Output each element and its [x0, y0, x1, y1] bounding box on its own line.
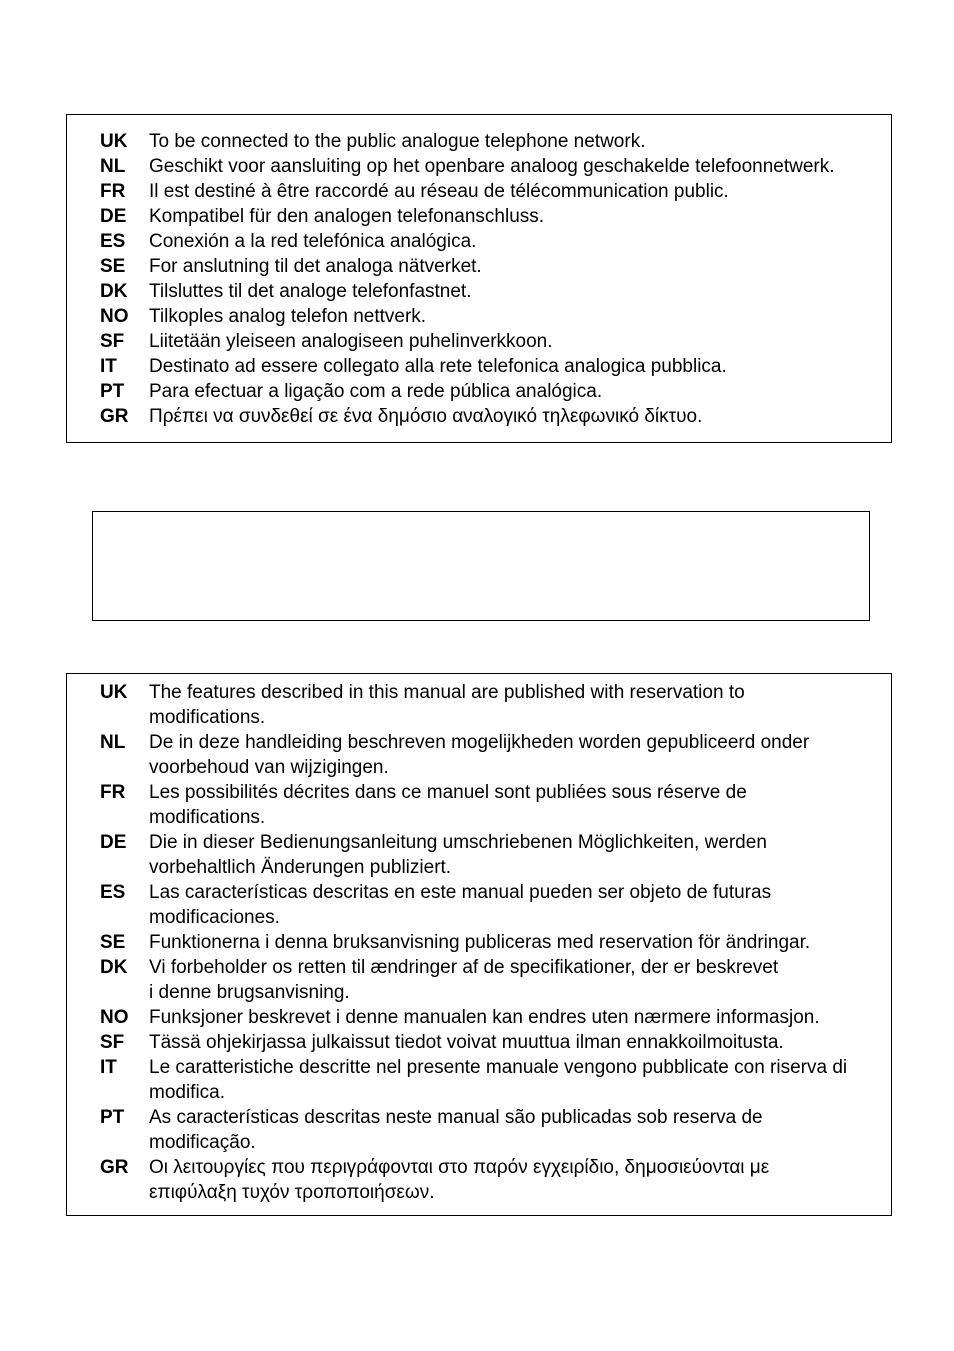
language-code: UK — [100, 682, 128, 703]
notice-text: Οι λειτουργίες που περιγράφονται στο παρόν εγχειρίδιο, δημοσιεύονται με επιφύλαξη τυχόν τροποποιήσεων. — [149, 1157, 770, 1203]
notice-text: Tilsluttes til det analoge telefonfastnet. — [149, 281, 472, 302]
features-notice-box — [66, 673, 892, 1216]
language-code: PT — [100, 1107, 125, 1128]
features-notice-row-no — [67, 1005, 891, 1030]
features-notice-row-es — [67, 880, 891, 930]
network-notice-row-fr — [67, 179, 891, 204]
notice-text: Liitetään yleiseen analogiseen puhelinverkkoon. — [149, 331, 553, 352]
language-code: IT — [100, 356, 117, 377]
network-notice-row-se — [67, 254, 891, 279]
features-notice-row-it — [67, 1055, 891, 1105]
language-code: NO — [100, 1007, 129, 1028]
notice-text: Il est destiné à être raccordé au réseau de télécommunication public. — [149, 181, 729, 202]
network-notice-row-it — [67, 354, 891, 379]
features-notice-row-se — [67, 930, 891, 955]
language-code: ES — [100, 231, 126, 252]
notice-text: Tilkoples analog telefon nettverk. — [149, 306, 427, 327]
language-code: ES — [100, 882, 126, 903]
language-code: FR — [100, 782, 126, 803]
network-notice-row-es — [67, 229, 891, 254]
notice-text: Les possibilités décrites dans ce manuel sont publiées sous réserve de modifications. — [149, 782, 747, 828]
notice-text: Die in dieser Bedienungsanleitung umschriebenen Möglichkeiten, werden vorbehaltlich Änderungen publiziert. — [149, 832, 767, 878]
features-notice-row-nl — [67, 730, 891, 780]
language-code: GR — [100, 406, 129, 427]
language-code: PT — [100, 381, 125, 402]
language-code: DK — [100, 281, 128, 302]
notice-text: To be connected to the public analogue telephone network. — [149, 131, 646, 152]
features-notice-row-pt — [67, 1105, 891, 1155]
notice-text: For anslutning til det analoga nätverket. — [149, 256, 482, 277]
language-code: SF — [100, 331, 125, 352]
notice-text: Geschikt voor aansluiting op het openbare analoog geschakelde telefoonnetwerk. — [149, 156, 835, 177]
language-code: SE — [100, 932, 126, 953]
network-notice-row-gr — [67, 404, 891, 429]
language-code: NO — [100, 306, 129, 327]
empty-frame — [92, 511, 870, 621]
notice-text: Conexión a la red telefónica analógica. — [149, 231, 477, 252]
network-notice-row-sf — [67, 329, 891, 354]
notice-text: Πρέπει να συνδεθεί σε ένα δημόσιο αναλογικό τηλεφωνικό δίκτυο. — [149, 406, 703, 427]
notice-text: Las características descritas en este manual pueden ser objeto de futuras modificaciones. — [149, 882, 772, 928]
network-notice-row-no — [67, 304, 891, 329]
features-notice-row-uk — [67, 680, 891, 730]
network-notice-row-nl — [67, 154, 891, 179]
network-notice-box — [66, 114, 892, 443]
notice-text: As características descritas neste manual são publicadas sob reserva de modificação. — [149, 1107, 763, 1153]
notice-text: Vi forbeholder os retten til ændringer af de specifikationer, der er beskrevet i denne brugsanvisning. — [149, 957, 779, 1003]
language-code: NL — [100, 732, 126, 753]
language-code: SE — [100, 256, 126, 277]
language-code: DE — [100, 206, 127, 227]
language-code: NL — [100, 156, 126, 177]
notice-text: The features described in this manual are published with reservation to modifications. — [149, 682, 745, 728]
language-code: SF — [100, 1032, 125, 1053]
language-code: DK — [100, 957, 128, 978]
network-notice-row-uk — [67, 129, 891, 154]
language-code: DE — [100, 832, 127, 853]
language-code: GR — [100, 1157, 129, 1178]
language-code: IT — [100, 1057, 117, 1078]
notice-text: Funksjoner beskrevet i denne manualen kan endres uten nærmere informasjon. — [149, 1007, 820, 1028]
features-notice-row-fr — [67, 780, 891, 830]
features-notice-row-gr — [67, 1155, 891, 1205]
notice-text: Funktionerna i denna bruksanvisning publiceras med reservation för ändringar. — [149, 932, 811, 953]
language-code: FR — [100, 181, 126, 202]
notice-text: Kompatibel für den analogen telefonanschluss. — [149, 206, 545, 227]
network-notice-row-de — [67, 204, 891, 229]
language-code: UK — [100, 131, 128, 152]
network-notice-row-pt — [67, 379, 891, 404]
notice-text: Para efectuar a ligação com a rede pública analógica. — [149, 381, 603, 402]
features-notice-row-de — [67, 830, 891, 880]
network-notice-row-dk — [67, 279, 891, 304]
features-notice-row-sf — [67, 1030, 891, 1055]
notice-text: De in deze handleiding beschreven mogelijkheden worden gepubliceerd onder voorbehoud van wijzigingen. — [149, 732, 810, 778]
notice-text: Tässä ohjekirjassa julkaissut tiedot voivat muuttua ilman ennakkoilmoitusta. — [149, 1032, 784, 1053]
notice-text: Destinato ad essere collegato alla rete telefonica analogica pubblica. — [149, 356, 727, 377]
features-notice-row-dk — [67, 955, 891, 1005]
notice-text: Le caratteristiche descritte nel presente manuale vengono pubblicate con riserva di modifica. — [149, 1057, 848, 1103]
